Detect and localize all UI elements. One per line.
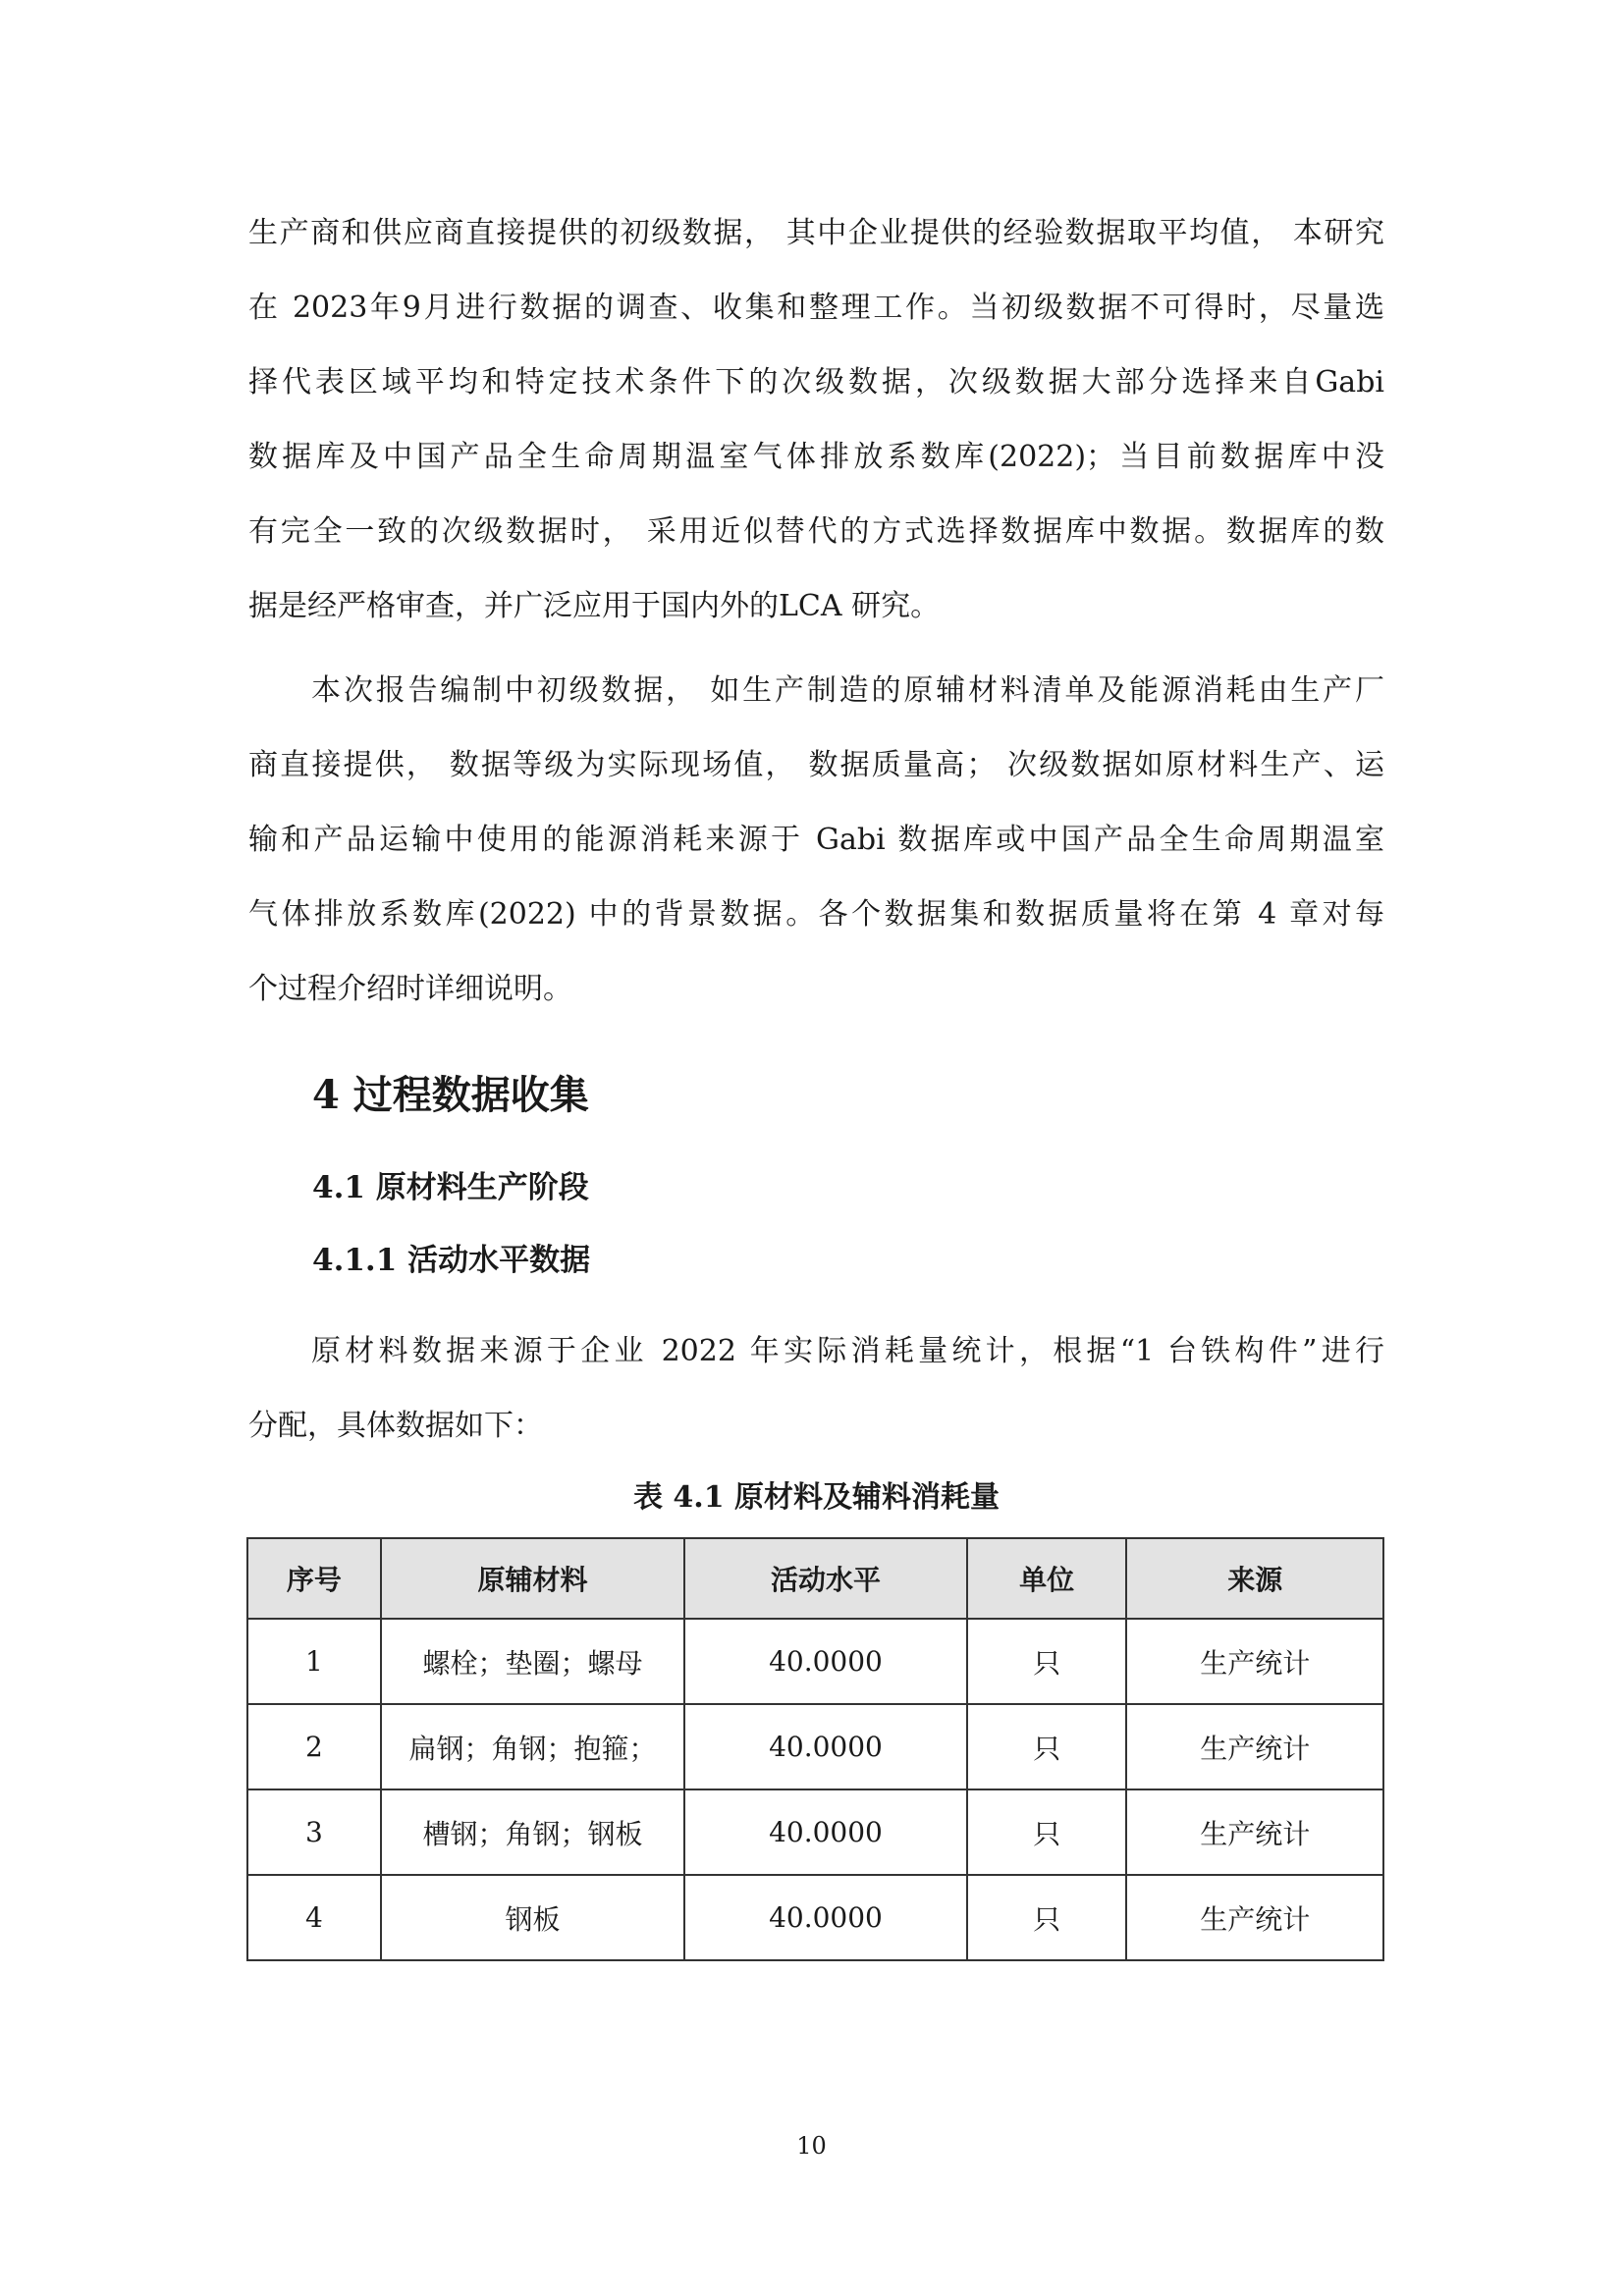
text-line: 择代表区域平均和特定技术条件下的次级数据，次级数据大部分选择来自Gabi (248, 365, 1384, 400)
cell-source: 生产统计 (1126, 1704, 1383, 1789)
text-line: 本次报告编制中初级数据， 如生产制造的原辅材料清单及能源消耗由生产厂 (311, 673, 1384, 708)
table-row (247, 1704, 1383, 1789)
raw-material-table (246, 1537, 1384, 1961)
text-line: 个过程介绍时详细说明。 (248, 972, 572, 1006)
text-line: 生产商和供应商直接提供的初级数据， 其中企业提供的经验数据取平均值， 本研究 (248, 216, 1384, 250)
paragraph-raw-material-intro (248, 1314, 1384, 1464)
cell-activity-level: 40.0000 (684, 1789, 967, 1875)
text-line: 分配，具体数据如下： (248, 1409, 543, 1443)
cell-material: 钢板 (381, 1875, 684, 1960)
text-line: 商直接提供， 数据等级为实际现场值， 数据质量高； 次级数据如原材料生产、运 (248, 748, 1384, 782)
page-number: 10 (796, 2132, 827, 2160)
cell-unit: 只 (967, 1704, 1127, 1789)
header-unit: 单位 (967, 1538, 1127, 1619)
cell-unit: 只 (967, 1789, 1127, 1875)
text-line: 输和产品运输中使用的能源消耗来源于 Gabi 数据库或中国产品全生命周期温室 (248, 823, 1384, 857)
text-line: 有完全一致的次级数据时， 采用近似替代的方式选择数据库中数据。数据库的数 (248, 514, 1384, 549)
cell-unit: 只 (967, 1619, 1127, 1704)
table-row (247, 1619, 1383, 1704)
text-line: 据是经严格审查，并广泛应用于国内外的LCA 研究。 (248, 589, 941, 623)
header-seq: 序号 (247, 1538, 381, 1619)
cell-seq: 3 (247, 1789, 381, 1875)
text-line: 气体排放系数库(2022) 中的背景数据。各个数据集和数据质量将在第 4 章对每 (248, 897, 1384, 932)
cell-seq: 2 (247, 1704, 381, 1789)
cell-material: 螺栓；垫圈；螺母 (381, 1619, 684, 1704)
cell-seq: 1 (247, 1619, 381, 1704)
cell-material: 扁钢；角钢；抱箍； (381, 1704, 684, 1789)
header-activity-level: 活动水平 (684, 1538, 967, 1619)
cell-source: 生产统计 (1126, 1619, 1383, 1704)
cell-activity-level: 40.0000 (684, 1875, 967, 1960)
cell-unit: 只 (967, 1875, 1127, 1960)
cell-source: 生产统计 (1126, 1789, 1383, 1875)
cell-material: 槽钢；角钢；钢板 (381, 1789, 684, 1875)
paragraph-primary-secondary-data (248, 654, 1384, 1027)
text-line: 在 2023年9月进行数据的调查、收集和整理工作。当初级数据不可得时，尽量选 (248, 291, 1384, 325)
cell-activity-level: 40.0000 (684, 1619, 967, 1704)
section-heading: 4 过程数据收集 (312, 1072, 589, 1118)
table-header-row (247, 1538, 1383, 1619)
subsection-heading: 4.1 原材料生产阶段 (312, 1170, 589, 1205)
header-material: 原辅材料 (381, 1538, 684, 1619)
table-row (247, 1875, 1383, 1960)
cell-activity-level: 40.0000 (684, 1704, 967, 1789)
table-row (247, 1789, 1383, 1875)
subsubsection-heading: 4.1.1 活动水平数据 (312, 1243, 591, 1278)
cell-seq: 4 (247, 1875, 381, 1960)
paragraph-data-sources (248, 196, 1384, 644)
table-caption: 表 4.1 原材料及辅料消耗量 (632, 1480, 1001, 1515)
header-source: 来源 (1126, 1538, 1383, 1619)
cell-source: 生产统计 (1126, 1875, 1383, 1960)
text-line: 数据库及中国产品全生命周期温室气体排放系数库(2022)；当目前数据库中没 (248, 440, 1384, 474)
text-line: 原材料数据来源于企业 2022 年实际消耗量统计，根据“1 台铁构件”进行 (311, 1334, 1384, 1368)
